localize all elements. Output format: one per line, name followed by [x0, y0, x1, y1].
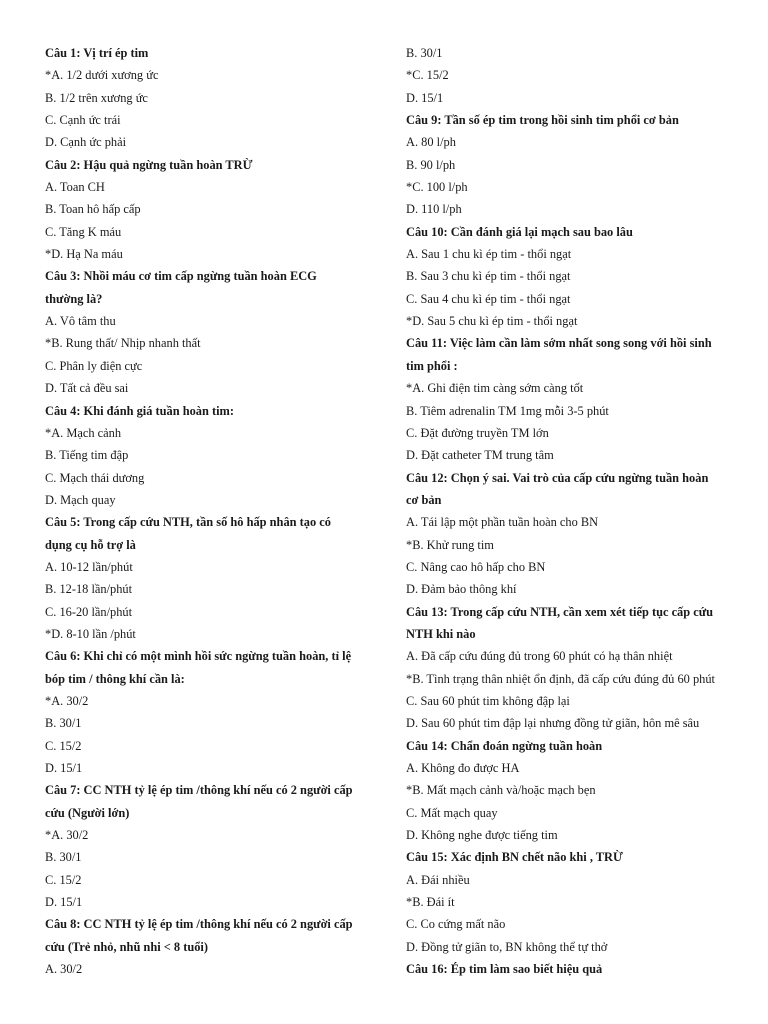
answer-option: A. Không đo được HA [406, 761, 520, 775]
answer-option: B. 1/2 trên xương ức [45, 90, 148, 105]
answer-option: B. Sau 3 chu kì ép tim - thổi ngạt [406, 269, 571, 284]
answer-option: C. Nâng cao hô hấp cho BN [406, 559, 546, 574]
answer-option: *B. Mất mạch cảnh và/hoặc mạch bẹn [406, 783, 596, 798]
answer-option: D. 15/1 [45, 895, 83, 910]
question-text: Câu 11: Việc làm cần làm sớm nhất song song với hồi sinh [406, 336, 712, 351]
question-text: Câu 1: Vị trí ép tim [45, 46, 149, 60]
answer-option: B. 12-18 lần/phút [45, 582, 133, 597]
answer-option: C. 16-20 lần/phút [45, 604, 133, 619]
question-text: Câu 6: Khi chỉ có một mình hồi sức ngừng tuần hoàn, tỉ lệ [45, 649, 352, 664]
answer-option: C. Sau 4 chu kì ép tim - thổi ngạt [406, 291, 571, 306]
question-text: Câu 4: Khi đánh giá tuần hoàn tim: [45, 403, 235, 418]
question-text: Câu 8: CC NTH tỷ lệ ép tim /thông khí nếu có 2 người cấp [45, 917, 353, 932]
question-text: dụng cụ hỗ trợ là [45, 537, 136, 552]
right-column [406, 42, 736, 980]
answer-option: D. Sau 60 phút tim đập lại nhưng đồng tử giãn, hôn mê sâu [406, 716, 700, 731]
question-text: Câu 13: Trong cấp cứu NTH, cần xem xét tiếp tục cấp cứu [406, 604, 714, 619]
question-text: Câu 12: Chọn ý sai. Vai trò của cấp cứu ngừng tuần hoàn [406, 470, 709, 485]
answer-option: *A. 30/2 [45, 693, 89, 708]
question-text: thường là? [45, 291, 103, 306]
question-text: Câu 3: Nhồi máu cơ tim cấp ngừng tuần hoàn ECG [45, 269, 317, 284]
answer-option: B. 30/1 [45, 716, 82, 731]
answer-option: C. Sau 60 phút tim không đập lại [406, 693, 570, 708]
answer-option: B. Tiếng tim đập [45, 448, 129, 463]
question-text: Câu 16: Ép tim làm sao biết hiệu quả [406, 962, 603, 977]
answer-option: A. Đái nhiều [406, 872, 470, 887]
answer-option: C. Mất mạch quay [406, 805, 498, 820]
answer-option: D. 15/1 [45, 761, 83, 775]
answer-option: D. Tất cả đều sai [45, 381, 129, 396]
answer-option: C. 15/2 [45, 738, 82, 753]
answer-option: *B. Đái ít [406, 895, 455, 910]
question-text: Câu 7: CC NTH tỷ lệ ép tim /thông khí nếu có 2 người cấp [45, 783, 353, 798]
answer-option: *A. 30/2 [45, 828, 89, 843]
answer-option: D. 110 l/ph [406, 202, 462, 217]
answer-option: D. Đồng tử giãn to, BN không thể tự thở [406, 939, 608, 954]
answer-option: *B. Khử rung tim [406, 537, 494, 552]
answer-option: *C. 15/2 [406, 68, 449, 83]
answer-option: D. Đặt catheter TM trung tâm [406, 448, 554, 463]
answer-option: *A. Ghi điện tim càng sớm càng tốt [406, 381, 584, 396]
question-text: Câu 14: Chẩn đoán ngừng tuần hoàn [406, 738, 603, 753]
answer-option: A. Toan CH [45, 180, 105, 195]
answer-option: *D. 8-10 lần /phút [45, 626, 136, 641]
answer-option: *C. 100 l/ph [406, 180, 468, 195]
answer-option: A. 30/2 [45, 962, 83, 977]
answer-option: A. Sau 1 chu kì ép tim - thổi ngạt [406, 247, 572, 262]
answer-option: B. Tiêm adrenalin TM 1mg mỗi 3-5 phút [406, 403, 609, 418]
answer-option: *B. Rung thất/ Nhịp nhanh thất [45, 336, 201, 351]
answer-option: C. Co cứng mất não [406, 917, 506, 932]
left-column [45, 42, 375, 980]
answer-option: C. Mạch thái dương [45, 470, 145, 485]
question-text: tim phổi : [406, 358, 458, 373]
answer-option: *A. Mạch cảnh [45, 425, 122, 440]
answer-option: *B. Tình trạng thân nhiệt ổn định, đã cấp cứu đúng đủ 60 phút [406, 671, 715, 686]
answer-option: D. Mạch quay [45, 492, 116, 507]
answer-option: B. 30/1 [406, 46, 443, 60]
answer-option: A. Vô tâm thu [45, 314, 116, 329]
answer-option: C. Phân ly điện cực [45, 358, 143, 373]
answer-option: C. 15/2 [45, 872, 82, 887]
question-text: cơ bản [406, 492, 442, 507]
answer-option: A. 10-12 lần/phút [45, 559, 133, 574]
answer-option: A. Đã cấp cứu đúng đủ trong 60 phút có hạ thân nhiệt [406, 649, 673, 664]
answer-option: *D. Hạ Na máu [45, 247, 123, 262]
answer-option: A. Tái lập một phần tuần hoàn cho BN [406, 515, 599, 530]
answer-option: D. Không nghe được tiếng tim [406, 828, 558, 843]
question-text: Câu 10: Cần đánh giá lại mạch sau bao lâu [406, 224, 633, 239]
question-text: cứu (Người lớn) [45, 805, 130, 820]
answer-option: D. Cạnh ức phải [45, 135, 127, 150]
question-text: Câu 9: Tần số ép tim trong hồi sinh tim phổi cơ bản [406, 113, 679, 128]
answer-option: C. Đặt đường truyền TM lớn [406, 425, 549, 440]
question-text: NTH khi nào [406, 626, 476, 641]
question-text: Câu 2: Hậu quả ngừng tuần hoàn TRỪ [45, 157, 253, 172]
answer-option: C. Cạnh ức trái [45, 113, 121, 128]
answer-option: B. 90 l/ph [406, 157, 456, 172]
question-text: cứu (Trẻ nhỏ, nhũ nhi < 8 tuổi) [45, 939, 208, 954]
question-text: bóp tim / thông khí cần là: [45, 671, 185, 686]
question-text: Câu 15: Xác định BN chết não khi , TRỪ [406, 850, 623, 865]
question-text: Câu 5: Trong cấp cứu NTH, tần số hô hấp nhân tạo có [45, 515, 331, 530]
answer-option: D. 15/1 [406, 90, 444, 105]
answer-option: B. 30/1 [45, 850, 82, 865]
answer-option: D. Đảm bảo thông khí [406, 582, 517, 597]
answer-option: B. Toan hô hấp cấp [45, 202, 141, 217]
answer-option: *A. 1/2 dưới xương ức [45, 68, 159, 83]
answer-option: *D. Sau 5 chu kì ép tim - thổi ngạt [406, 314, 578, 329]
answer-option: A. 80 l/ph [406, 135, 456, 150]
answer-option: C. Tăng K máu [45, 224, 122, 239]
